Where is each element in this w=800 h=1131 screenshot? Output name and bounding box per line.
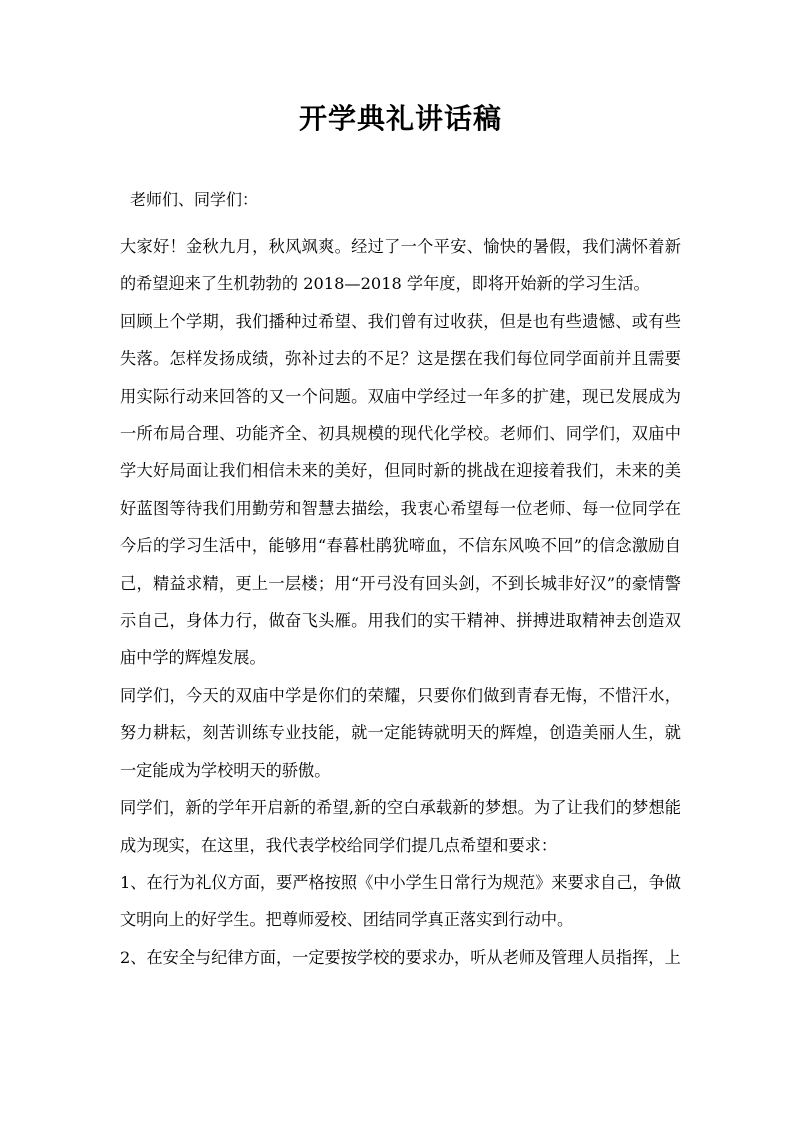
paragraph-requirement-2: 2、在安全与纪律方面，一定要按学校的要求办，听从老师及管理人员指挥，上 — [120, 947, 681, 967]
paragraph-requirement-1: 1、在行为礼仪方面，要严格按照《中小学生日常行为规范》来要求自己，争做文明向上的好学生。把尊师爱校、团结同学真正落实到行动中。 — [120, 872, 681, 930]
salutation: 老师们、同学们： — [130, 190, 259, 209]
paragraph-requirements-intro: 同学们，新的学年开启新的希望,新的空白承载新的梦想。为了让我们的梦想能成为现实，在这里，我代表学校给同学们提几点希望和要求： — [120, 798, 681, 855]
document-title: 开学典礼讲话稿 — [298, 102, 502, 135]
document-body — [120, 228, 681, 976]
paragraph-honor: 同学们，今天的双庙中学是你们的荣耀，只要你们做到青春无悔，不惜汗水，努力耕耘，刻苦训练专业技能，就一定能铸就明天的辉煌，创造美丽人生，就一定能成为学校明天的骄傲。 — [120, 685, 681, 780]
paragraph-greeting: 大家好！金秋九月，秋风飒爽。经过了一个平安、愉快的暑假，我们满怀着新的希望迎来了生机勃勃的 2018—2018 学年度，即将开始新的学习生活。 — [120, 237, 681, 294]
paragraph-review: 回顾上个学期，我们播种过希望、我们曾有过收获，但是也有些遗憾、或有些失落。怎样发扬成绩，弥补过去的不足？这是摆在我们每位同学面前并且需要用实际行动来回答的又一个问题。双庙中学经过一年多的扩建，现已发展成为一所布局合理、功能齐全、初具规模的现代化学校。老师们、同学们，双庙中学大好局面让我们相信未来的美好，但同时新的挑战在迎接着我们，未来的美好蓝图等待我们用勤劳和智慧去描绘，我衷心希望每一位老师、每一位同学在今后的学习生活中，能够用“春暮杜鹃犹啼血，不信东风唤不回”的信念激励自己，精益求精，更上一层楼；用“开弓没有回头剑，不到长城非好汉”的豪情警示自己，身体力行，做奋飞头雁。用我们的实干精神、拼搏进取精神去创造双庙中学的辉煌发展。 — [120, 311, 681, 668]
